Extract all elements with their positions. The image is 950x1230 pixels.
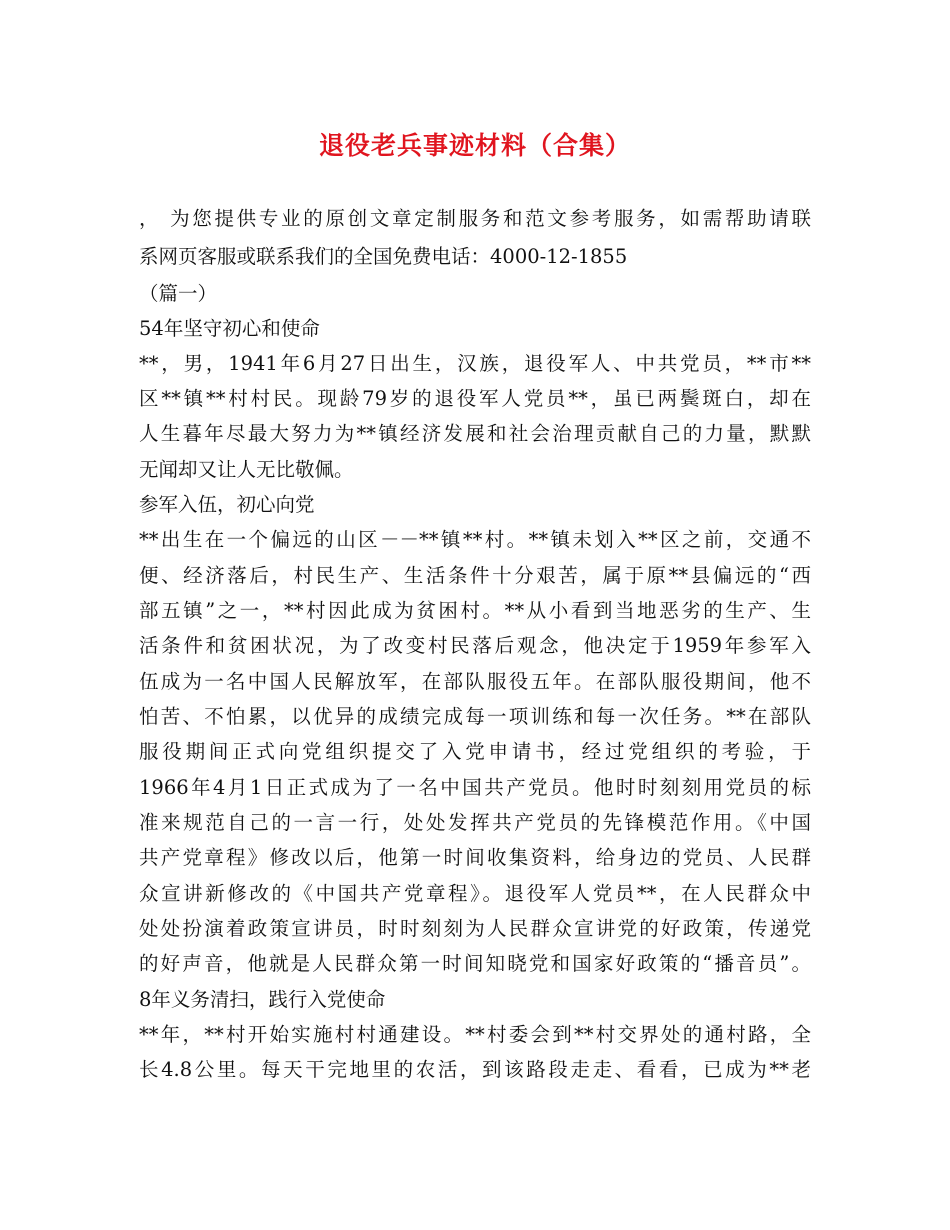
paragraph-line: 的好声音，他就是人民群众第一时间知晓党和国家好政策的“播音员”。 xyxy=(139,952,811,975)
paragraph-line: 处处扮演着政策宣讲员，时时刻刻为人民群众宣讲党的好政策，传递党 xyxy=(139,917,811,940)
paragraph-line: 无闻却又让人无比敬佩。 xyxy=(139,458,354,481)
paragraph-line: **年，**村开始实施村村通建设。**村委会到**村交界处的通村路，全 xyxy=(139,1023,811,1046)
section-label: （篇一） xyxy=(139,282,218,305)
paragraph-line: 怕苦、不怕累，以优异的成绩完成每一项训练和每一次任务。**在部队 xyxy=(139,705,811,728)
paragraph-line: 长4.8公里。每天干完地里的农活，到该路段走走、看看，已成为**老 xyxy=(139,1058,811,1081)
paragraph-line: **出生在一个偏远的山区－－**镇**村。**镇未划入**区之前，交通不 xyxy=(139,528,811,551)
paragraph-line: 服役期间正式向党组织提交了入党申请书，经过党组织的考验，于 xyxy=(139,740,811,763)
paragraph-line: 区**镇**村村民。现龄79岁的退役军人党员**，虽已两鬓斑白，却在 xyxy=(139,387,811,410)
subsection-heading: 8年义务清扫，践行入党使命 xyxy=(139,988,386,1011)
paragraph-line: 活条件和贫困状况，为了改变村民落后观念，他决定于1959年参军入 xyxy=(139,634,811,657)
paragraph-line: 人生暮年尽最大努力为**镇经济发展和社会治理贡献自己的力量，默默 xyxy=(139,422,811,445)
paragraph-line: 准来规范自己的一言一行，处处发挥共产党员的先锋模范作用。《中国 xyxy=(139,811,811,834)
paragraph-line: 1966年4月1日正式成为了一名中国共产党员。他时时刻刻用党员的标 xyxy=(139,776,811,799)
section-heading: 54年坚守初心和使命 xyxy=(139,317,320,340)
paragraph-line: 众宣讲新修改的《中国共产党章程》。退役军人党员**，在人民群众中 xyxy=(139,882,811,905)
intro-line-1: ， 为您提供专业的原创文章定制服务和范文参考服务，如需帮助请联 xyxy=(139,207,811,230)
paragraph-line: 便、经济落后，村民生产、生活条件十分艰苦，属于原**县偏远的“西 xyxy=(139,564,811,587)
intro-line-2: 系网页客服或联系我们的全国免费电话：4000-12-1855 xyxy=(139,245,628,268)
paragraph-line: 部五镇”之一，**村因此成为贫困村。**从小看到当地恶劣的生产、生 xyxy=(139,599,811,622)
paragraph-line: **，男，1941年6月27日出生，汉族，退役军人、中共党员，**市** xyxy=(139,352,811,375)
document-title: 退役老兵事迹材料（合集） xyxy=(318,131,631,160)
subsection-heading: 参军入伍，初心向党 xyxy=(139,493,315,516)
paragraph-line: 共产党章程》修改以后，他第一时间收集资料，给身边的党员、人民群 xyxy=(139,846,811,869)
paragraph-line: 伍成为一名中国人民解放军，在部队服役五年。在部队服役期间，他不 xyxy=(139,670,811,693)
